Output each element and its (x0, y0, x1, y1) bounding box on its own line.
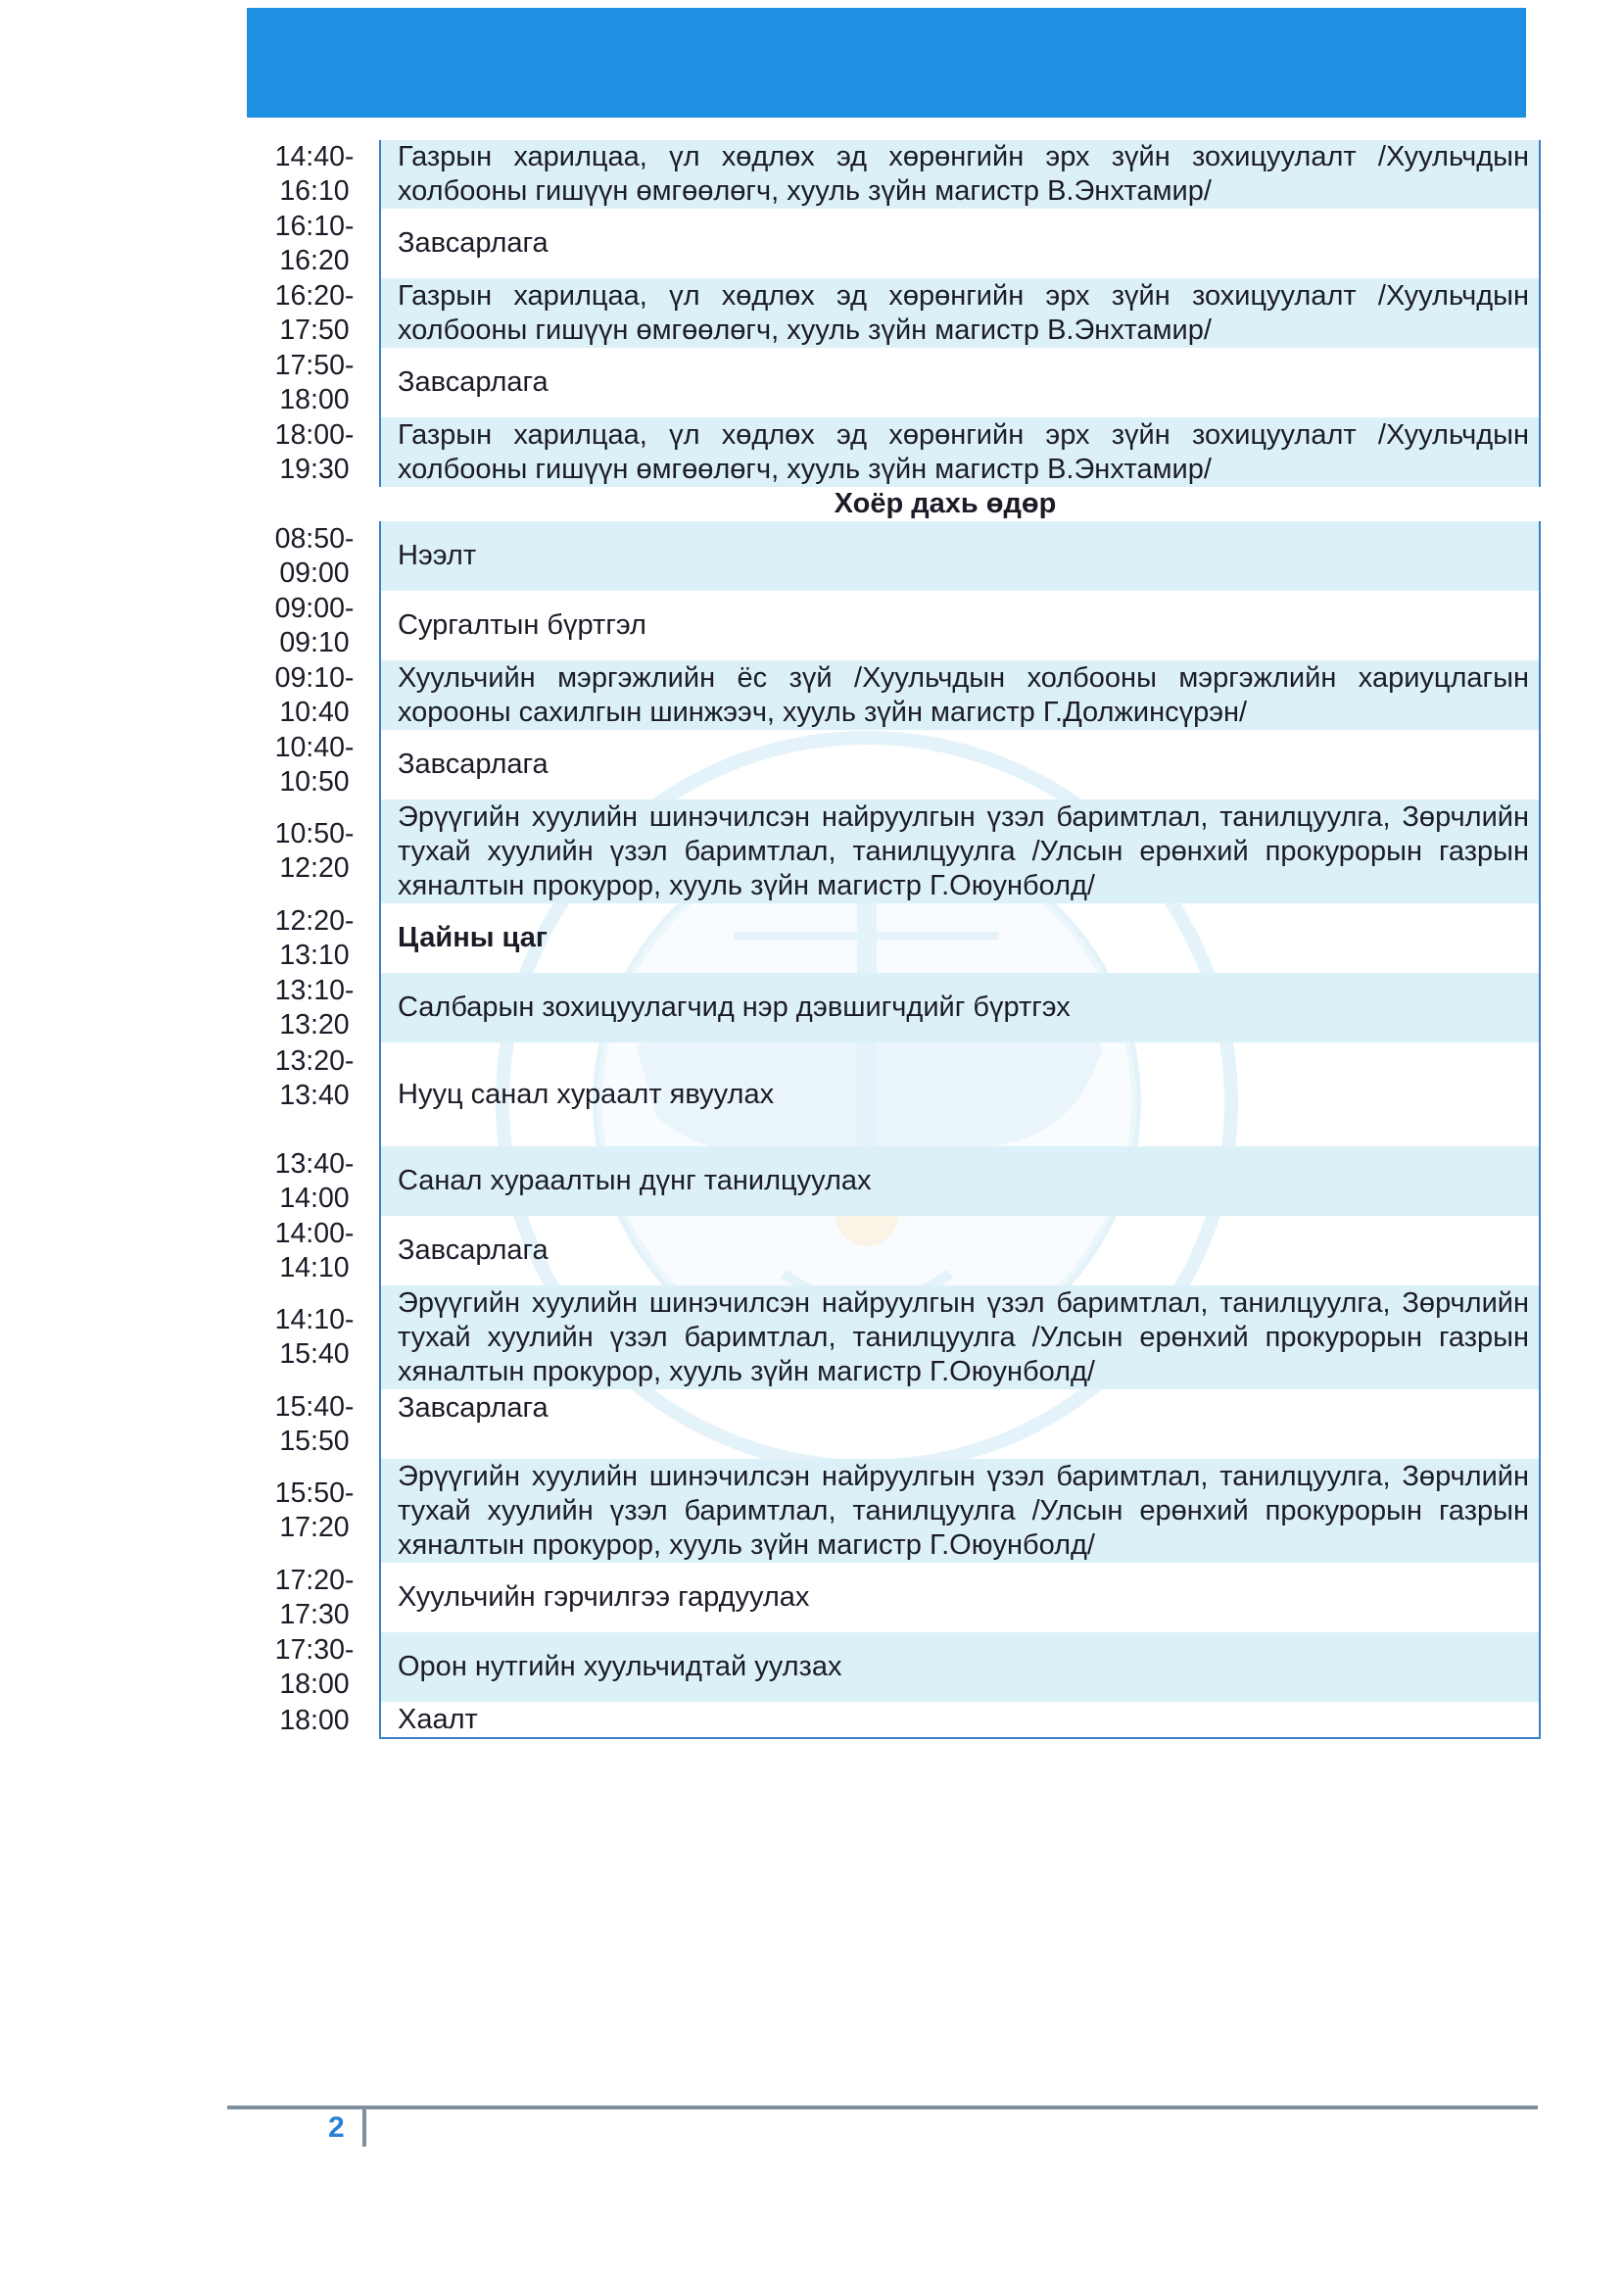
session-cell: Сургалтын бүртгэл (379, 591, 1541, 660)
table-row (250, 1632, 1541, 1702)
time-range: 17:20- 17:30 (274, 1564, 355, 1630)
session-cell: Хуульчийн мэргэжлийн ёс зүй /Хуульчдын холбооны мэргэжлийн хариуцлагын хорооны сахилгын шинжээч, хууль зүйн магистр Г.Должинсүрэн/ (379, 660, 1541, 730)
session-cell: Хуульчийн гэрчилгээ гардуулах (379, 1563, 1541, 1632)
time-range: 17:30- 18:00 (274, 1633, 355, 1700)
time-range: 16:20- 17:50 (274, 279, 355, 346)
table-row (250, 903, 1541, 973)
time-range: 18:00- 19:30 (274, 418, 355, 485)
footer-rule (227, 2106, 1538, 2109)
schedule-table (250, 140, 1541, 1739)
session-cell: Салбарын зохицуулагчид нэр дэвшигчдийг бүртгэх (379, 973, 1541, 1042)
session-cell: Завсарлага (379, 348, 1541, 417)
table-row (250, 591, 1541, 660)
table-row (250, 730, 1541, 799)
session-cell: Завсарлага (379, 730, 1541, 799)
time-range: 10:50- 12:20 (274, 818, 355, 884)
time-range: 14:00- 14:10 (274, 1217, 355, 1283)
time-range: 13:20- 13:40 (274, 1045, 355, 1111)
table-row (250, 521, 1541, 591)
table-row (250, 417, 1541, 487)
time-range: 18:00 (279, 1704, 350, 1736)
session-cell: Завсарлага (379, 209, 1541, 278)
day-heading: Хоёр дахь өдөр (834, 488, 1057, 519)
time-range: 09:10- 10:40 (274, 661, 355, 728)
session-cell: Завсарлага (379, 1389, 1541, 1459)
table-row (250, 1563, 1541, 1632)
session-cell: Санал хураалтын дүнг танилцуулах (379, 1146, 1541, 1216)
time-range: 09:00- 09:10 (274, 592, 355, 658)
session-cell: Цайны цаг (379, 903, 1541, 973)
page-number: 2 (328, 2111, 345, 2144)
table-row (250, 1285, 1541, 1389)
session-cell: Завсарлага (379, 1216, 1541, 1285)
table-row (250, 348, 1541, 417)
time-range: 16:10- 16:20 (274, 210, 355, 276)
table-row (250, 1146, 1541, 1216)
time-range: 10:40- 10:50 (274, 731, 355, 798)
session-cell: Эрүүгийн хуулийн шинэчилсэн найруулгын үзэл баримтлал, танилцуулга, Зөрчлийн тухай хуулийн үзэл баримтлал, танилцуулга /Улсын ерөнхий прокурорын газрын хяналтын прокурор, хууль зүйн магистр Г.Оюунболд/ (379, 1459, 1541, 1563)
time-range: 08:50- 09:00 (274, 522, 355, 589)
time-range: 14:10- 15:40 (274, 1304, 355, 1370)
table-row (250, 140, 1541, 209)
session-cell: Газрын харилцаа, үл хөдлөх эд хөрөнгийн эрх зүйн зохицуулалт /Хуульчдын холбооны гишүүн өмгөөлөгч, хууль зүйн магистр В.Энхтамир/ (379, 140, 1541, 209)
session-cell: Газрын харилцаа, үл хөдлөх эд хөрөнгийн эрх зүйн зохицуулалт /Хуульчдын холбооны гишүүн өмгөөлөгч, хууль зүйн магистр В.Энхтамир/ (379, 278, 1541, 348)
session-cell: Эрүүгийн хуулийн шинэчилсэн найруулгын үзэл баримтлал, танилцуулга, Зөрчлийн тухай хуулийн үзэл баримтлал, танилцуулга /Улсын ерөнхий прокурорын газрын хяналтын прокурор, хууль зүйн магистр Г.Оюунболд/ (379, 799, 1541, 903)
table-row (250, 1459, 1541, 1563)
table-row (250, 1702, 1541, 1739)
table-row (250, 1042, 1541, 1146)
session-cell: Эрүүгийн хуулийн шинэчилсэн найруулгын үзэл баримтлал, танилцуулга, Зөрчлийн тухай хуулийн үзэл баримтлал, танилцуулга /Улсын ерөнхий прокурорын газрын хяналтын прокурор, хууль зүйн магистр Г.Оюунболд/ (379, 1285, 1541, 1389)
time-range: 15:50- 17:20 (274, 1477, 355, 1543)
session-cell: Нээлт (379, 521, 1541, 591)
session-cell: Хаалт (379, 1702, 1541, 1739)
header-band (247, 8, 1526, 118)
table-row (250, 1216, 1541, 1285)
session-cell: Нууц санал хураалт явуулах (379, 1042, 1541, 1146)
time-range: 12:20- 13:10 (274, 904, 355, 971)
table-row (250, 278, 1541, 348)
time-range: 15:40- 15:50 (274, 1390, 355, 1457)
footer-divider (362, 2109, 366, 2147)
time-range: 13:10- 13:20 (274, 974, 355, 1041)
table-row (250, 799, 1541, 903)
table-row (250, 209, 1541, 278)
session-cell: Орон нутгийн хуульчидтай уулзах (379, 1632, 1541, 1702)
table-row (250, 660, 1541, 730)
time-range: 13:40- 14:00 (274, 1147, 355, 1214)
time-range: 17:50- 18:00 (274, 349, 355, 415)
time-range: 14:40- 16:10 (274, 141, 355, 207)
table-row (250, 1389, 1541, 1459)
table-row (250, 973, 1541, 1042)
session-cell: Газрын харилцаа, үл хөдлөх эд хөрөнгийн эрх зүйн зохицуулалт /Хуульчдын холбооны гишүүн өмгөөлөгч, хууль зүйн магистр В.Энхтамир/ (379, 417, 1541, 487)
